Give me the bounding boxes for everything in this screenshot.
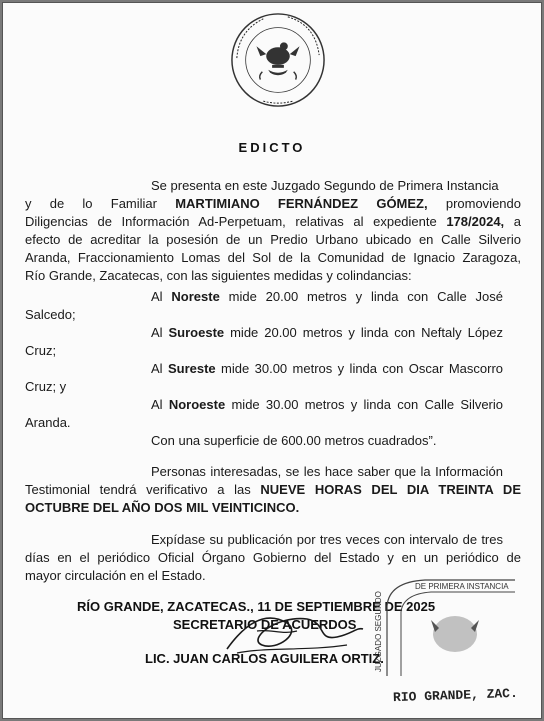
promoter-name: MARTIMIANO FERNÁNDEZ GÓMEZ, (175, 196, 428, 211)
paragraph-line: Expídase su publicación por tres veces con intervalo de tres (151, 532, 503, 547)
paragraph-line: Diligencias de Información Ad-Perpetuam, relativas al expediente 178/2024, a (25, 214, 522, 229)
paragraph-line: Río Grande, Zacatecas, con las siguientes medidas y colindancias: (25, 268, 412, 283)
paragraph-line: Personas interesadas, se les hace saber que la Información (151, 464, 503, 479)
paragraph-line: días en el periódico Oficial Órgano Gobierno del Estado y en un periódico de (25, 550, 521, 565)
measure-continuation: Salcedo; (25, 307, 76, 322)
paragraph-line: Testimonial tendrá verificativo a las NUEVE HORAS DEL DIA TREINTA DE (25, 482, 521, 497)
paragraph-line: efecto de acreditar la posesión de un Predio Urbano ubicado en Calle Silverio (25, 232, 521, 247)
measure-line: Al Noreste mide 20.00 metros y linda con Calle José (151, 289, 503, 304)
case-number: 178/2024, (446, 214, 505, 229)
measure-continuation: Cruz; y (25, 379, 67, 394)
court-seal-icon (229, 11, 327, 109)
measure-continuation: Cruz; (25, 343, 57, 358)
signer-name: LIC. JUAN CARLOS AGUILERA ORTIZ. (145, 651, 384, 666)
surface-line: Con una superficie de 600.00 metros cuadrados”. (151, 433, 437, 448)
measure-continuation: Aranda. (25, 415, 71, 430)
svg-text:DE PRIMERA INSTANCIA: DE PRIMERA INSTANCIA (415, 582, 509, 591)
place-date: RÍO GRANDE, ZACATECAS., 11 DE SEPTIEMBRE DE 2025 (77, 599, 436, 614)
measure-line: Al Suroeste mide 20.00 metros y linda con Neftaly López (151, 325, 504, 340)
measure-line: Al Noroeste mide 30.00 metros y linda con Calle Silverio (151, 397, 504, 412)
court-stamp-icon (375, 576, 525, 686)
hearing-date: OCTUBRE DEL AÑO DOS MIL VEINTICINCO. (25, 500, 300, 515)
measure-line: Al Sureste mide 30.00 metros y linda con Oscar Mascorro (151, 361, 504, 376)
paragraph-line: y de lo Familiar MARTIMIANO FERNÁNDEZ GÓMEZ, promoviendo (25, 196, 521, 211)
stamp-label: RIO GRANDE, ZAC. (392, 685, 519, 706)
paragraph-line: mayor circulación en el Estado. (25, 568, 206, 583)
paragraph-line: Se presenta en este Juzgado Segundo de Primera Instancia (151, 178, 499, 193)
document-page (2, 2, 542, 719)
paragraph-line: Aranda, Fraccionamiento Lomas del Sol de la Comunidad de Ignacio Zaragoza, (25, 250, 521, 265)
svg-text:JUZGADO SEGUNDO: JUZGADO SEGUNDO (374, 591, 383, 672)
document-title: EDICTO (238, 140, 306, 155)
signer-role: SECRETARIO DE ACUERDOS (173, 617, 357, 632)
